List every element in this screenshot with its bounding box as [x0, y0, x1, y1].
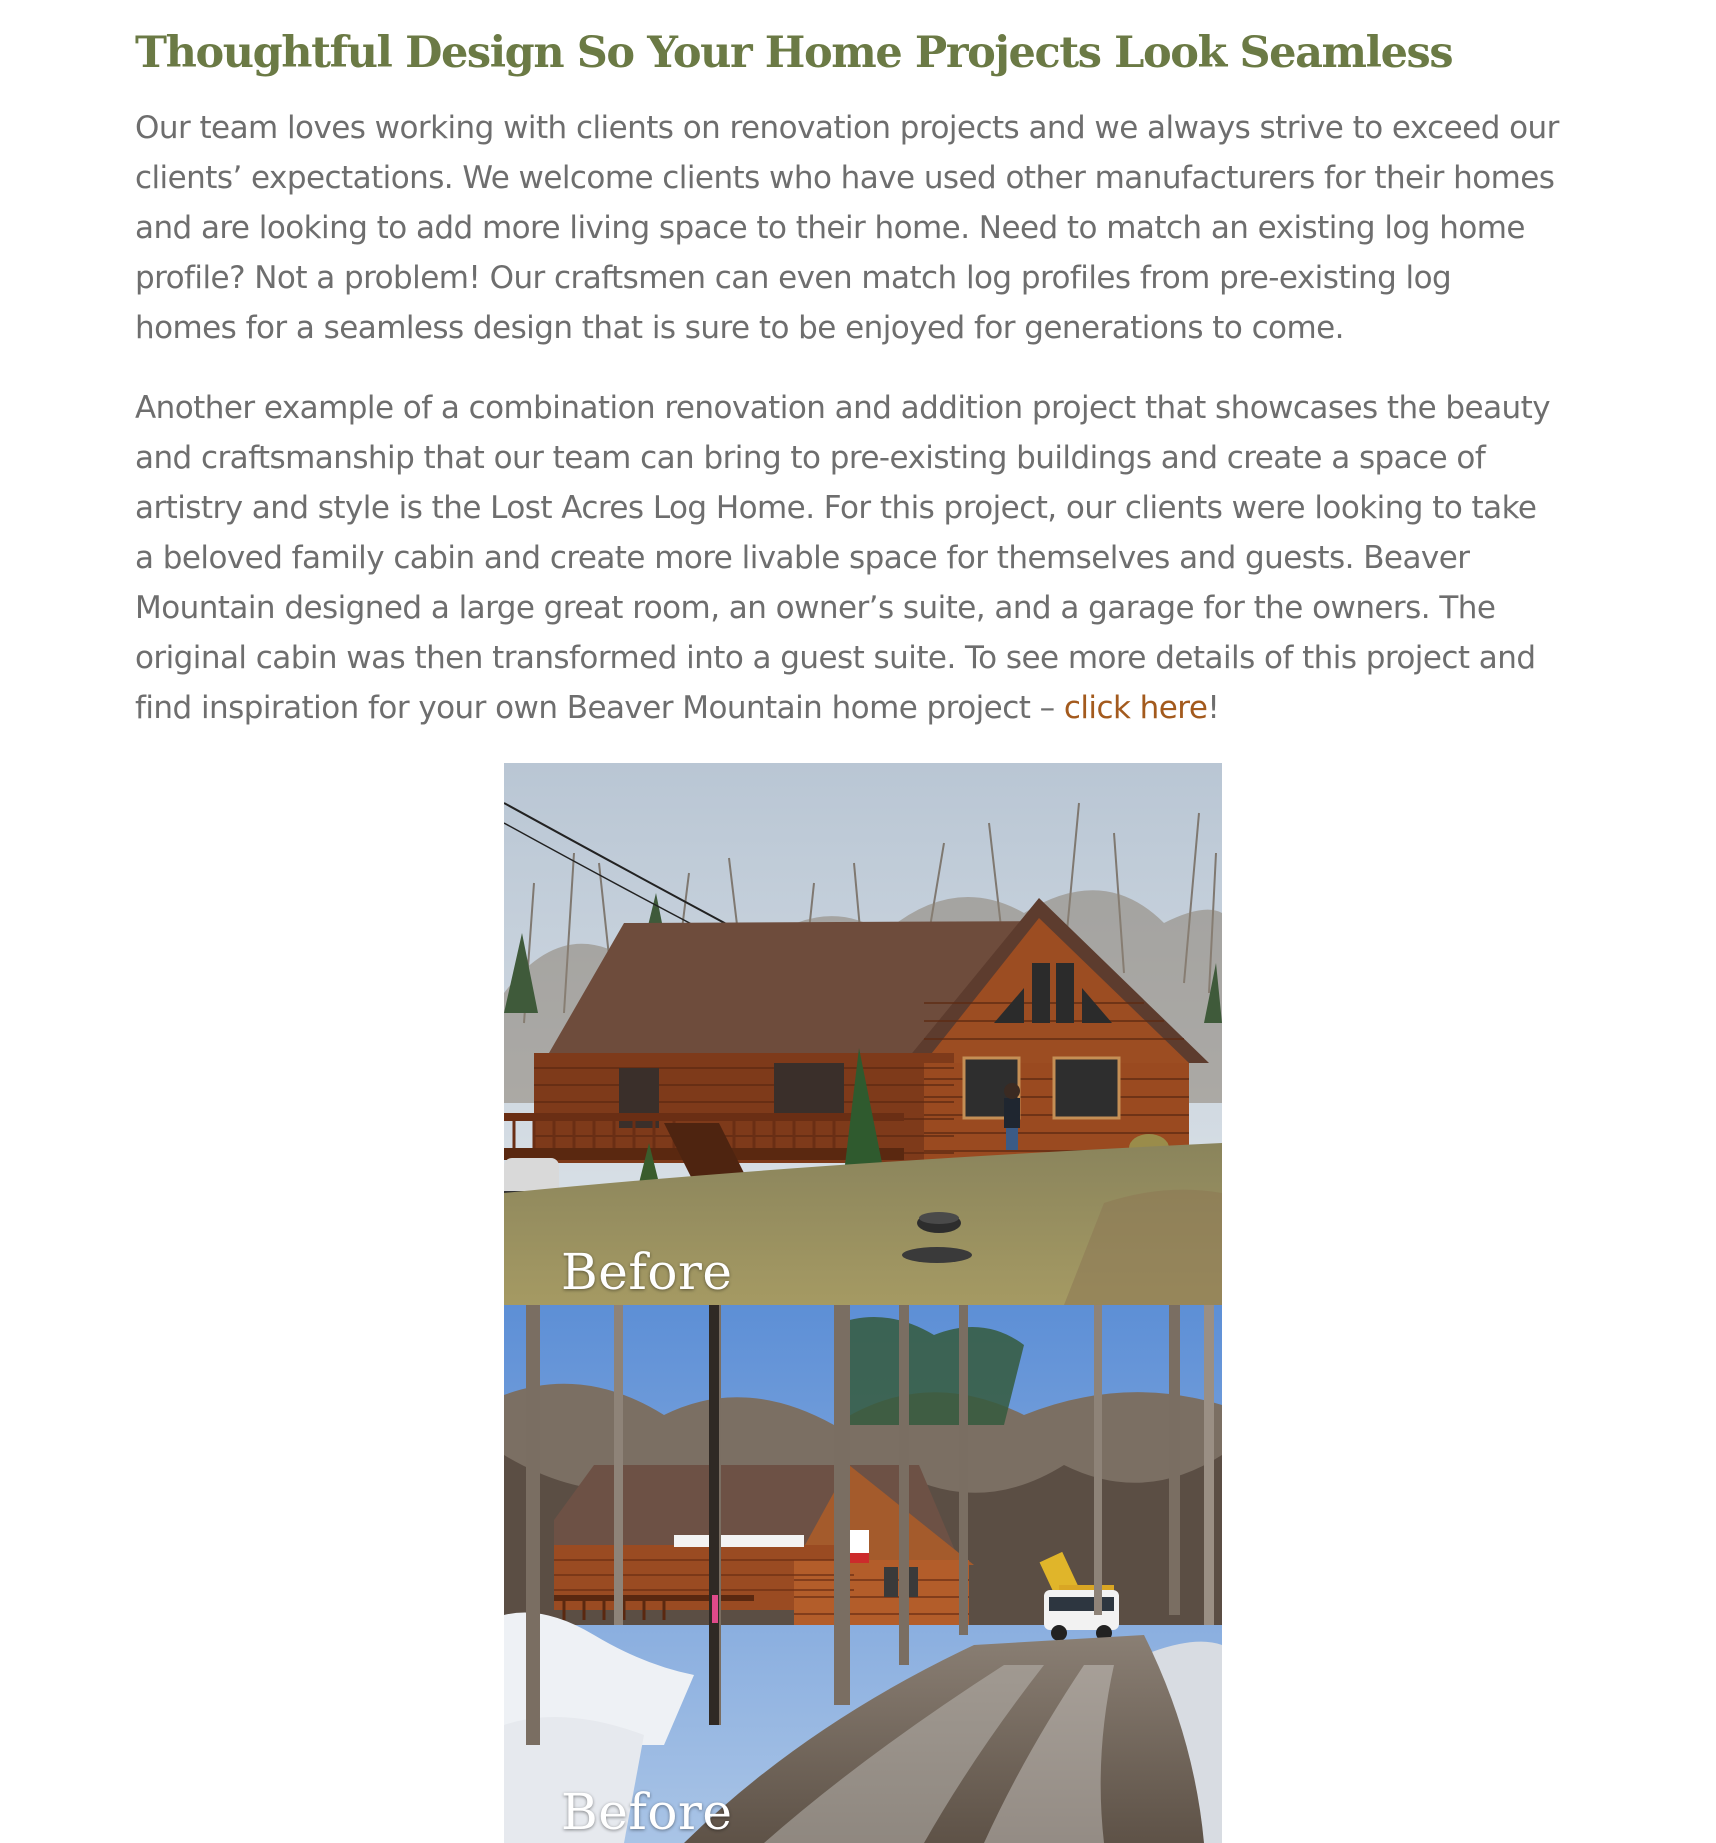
paragraph-line: Our team loves working with clients on renovation projects and we always strive to exceed our — [135, 110, 1559, 146]
click-here-link[interactable]: click here — [1063, 690, 1208, 726]
paragraph-line: homes for a seamless design that is sure to be enjoyed for generations to come. — [135, 310, 1344, 346]
paragraph-line: Mountain designed a large great room, an owner’s suite, and a garage for the owners. The — [135, 590, 1496, 626]
project-paragraph — [135, 383, 1550, 733]
page-title: Thoughtful Design So Your Home Projects Look Seamless — [135, 28, 1453, 78]
log-home-illustration — [504, 763, 1222, 1305]
photo-caption: Before — [561, 1243, 733, 1301]
paragraph-last-line — [135, 683, 1550, 733]
paragraph-line: and are looking to add more living space to their home. Need to match an existing log home — [135, 210, 1525, 246]
before-photo-log-home — [504, 763, 1222, 1305]
paragraph-line: clients’ expectations. We welcome clients who have used other manufacturers for their homes — [135, 160, 1555, 196]
intro-paragraph — [135, 103, 1559, 353]
before-photos-figure — [504, 763, 1222, 1843]
wooded-cabin-illustration — [504, 1305, 1222, 1843]
before-photo-wooded-cabin — [504, 1305, 1222, 1843]
paragraph-line: and craftsmanship that our team can bring to pre-existing buildings and create a space of — [135, 440, 1486, 476]
exclamation-mark: ! — [1207, 690, 1220, 726]
paragraph-line-text: find inspiration for your own Beaver Mountain home project – — [135, 690, 1064, 726]
article — [135, 0, 1595, 726]
paragraph-line: artistry and style is the Lost Acres Log Home. For this project, our clients were looking to take — [135, 490, 1537, 526]
photo-caption: Before — [561, 1783, 733, 1841]
paragraph-line: original cabin was then transformed into a guest suite. To see more details of this project and — [135, 640, 1536, 676]
paragraph-line: Another example of a combination renovation and addition project that showcases the beauty — [135, 390, 1551, 426]
paragraph-line: a beloved family cabin and create more livable space for themselves and guests. Beaver — [135, 540, 1470, 576]
paragraph-line: profile? Not a problem! Our craftsmen can even match log profiles from pre-existing log — [135, 260, 1452, 296]
